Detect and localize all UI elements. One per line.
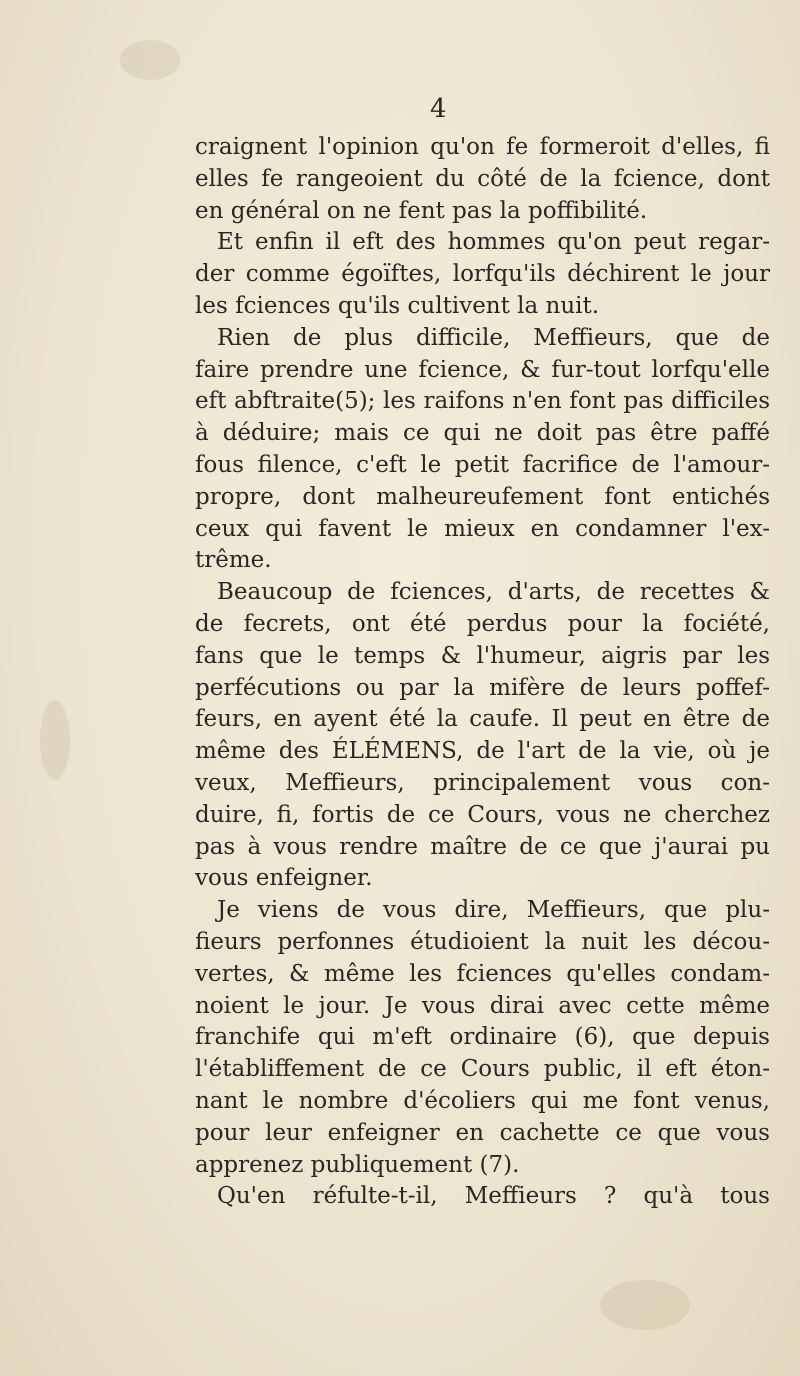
- text-line: feurs, en ayent été la caufe. Il peut en être de: [195, 706, 770, 733]
- paper-stain: [600, 1280, 690, 1330]
- text-line: les fciences qu'ils cultivent la nuit.: [195, 292, 600, 319]
- text-line: apprenez publiquement (7).: [195, 1151, 520, 1178]
- text-line: pour leur enfeigner en cachette ce que vous: [195, 1119, 770, 1146]
- paper-stain: [40, 700, 70, 780]
- text-line: Et enfin il eft des hommes qu'on peut regar-: [217, 229, 770, 256]
- text-line: craignent l'opinion qu'on fe formeroit d'elles, fi: [195, 134, 770, 160]
- text-line: trême.: [195, 547, 272, 574]
- text-line: noient le jour. Je vous dirai avec cette même: [195, 992, 770, 1019]
- text-line: veux, Meffieurs, principalement vous con-: [195, 769, 770, 796]
- text-line: pas à vous rendre maître de ce que j'aurai pu: [195, 833, 770, 860]
- page-number: 4: [430, 94, 447, 124]
- text-line: de fecrets, ont été perdus pour la fociété,: [195, 610, 770, 637]
- body-text: [195, 132, 770, 1213]
- text-line: elles fe rangeoient du côté de la fcience, dont: [195, 165, 770, 192]
- text-line: Beaucoup de fciences, d'arts, de recettes &: [217, 579, 770, 606]
- text-line: fans que le temps & l'humeur, aigris par les: [195, 642, 770, 669]
- text-line: à déduire; mais ce qui ne doit pas être paffé: [195, 420, 770, 447]
- text-line: fous filence, c'eft le petit facrifice de l'amour-: [195, 451, 770, 478]
- text-line: franchife qui m'eft ordinaire (6), que depuis: [195, 1024, 770, 1051]
- text-line: Je viens de vous dire, Meffieurs, que plu-: [217, 897, 770, 924]
- text-line: nant le nombre d'écoliers qui me font venus,: [195, 1087, 770, 1114]
- text-line: propre, dont malheureufement font entichés: [195, 483, 770, 510]
- text-line: der comme égoïftes, lorfqu'ils déchirent le jour: [195, 261, 770, 288]
- text-line: même des ÉLÉMENS, de l'art de la vie, où je: [195, 738, 770, 765]
- text-line: vertes, & même les fciences qu'elles condam-: [195, 960, 770, 987]
- text-line: vous enfeigner.: [195, 865, 373, 892]
- text-line: Rien de plus difficile, Meffieurs, que de: [217, 324, 770, 351]
- text-line: eft abftraite(5); les raifons n'en font pas difficiles: [195, 388, 770, 415]
- text-line: l'établiffement de ce Cours public, il eft éton-: [195, 1056, 770, 1083]
- text-line: duire, fi, fortis de ce Cours, vous ne cherchez: [195, 801, 770, 828]
- text-line: faire prendre une fcience, & fur-tout lorfqu'elle: [195, 356, 770, 383]
- paper-stain: [120, 40, 180, 80]
- text-line: ceux qui favent le mieux en condamner l'ex-: [195, 515, 770, 542]
- text-line: fieurs perfonnes étudioient la nuit les décou-: [195, 928, 770, 955]
- text-line: en général on ne fent pas la poffibilité.: [195, 197, 648, 224]
- text-line: perfécutions ou par la mifère de leurs poffef-: [195, 674, 770, 701]
- text-line: Qu'en réfulte-t-il, Meffieurs ? qu'à tous: [217, 1183, 770, 1210]
